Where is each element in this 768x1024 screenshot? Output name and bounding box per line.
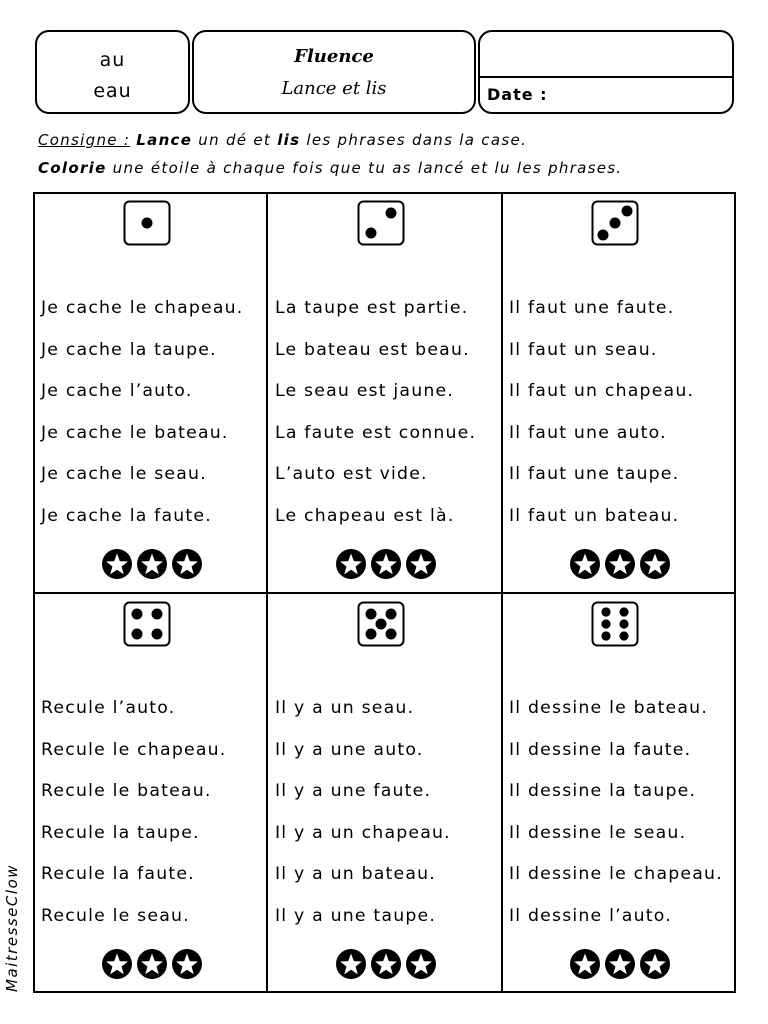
sentence-list [275, 698, 451, 947]
sentence: La taupe est partie. [275, 298, 469, 318]
sentence: Je cache la faute. [41, 505, 212, 526]
sounds-box [35, 30, 190, 114]
exercise-cell [35, 194, 268, 594]
sound-au: au [99, 49, 126, 71]
name-date-box [478, 30, 734, 114]
page-subtitle: Lance et lis [281, 78, 387, 99]
sentence: Il dessine la faute. [509, 739, 692, 760]
star-icon [570, 949, 600, 979]
exercise-cell [269, 594, 502, 994]
sentence-list [509, 698, 723, 947]
sentence: Je cache l’auto. [41, 381, 193, 401]
star-icon [406, 549, 436, 579]
star-rating[interactable] [101, 948, 205, 980]
star-icon [605, 949, 635, 979]
die-face-4-icon [123, 601, 171, 647]
sentence: Recule le chapeau. [41, 739, 227, 760]
star-icon [137, 549, 167, 579]
die-pip [622, 206, 633, 217]
die-pip [601, 631, 610, 640]
die-pip [132, 609, 143, 620]
die-pip [366, 629, 377, 640]
instruction-line-1 [38, 131, 527, 149]
date-label: Date : [487, 85, 548, 104]
sentence: Recule le seau. [41, 905, 190, 926]
sentence: Il faut une auto. [509, 422, 667, 443]
instruction-line-2 [38, 159, 623, 177]
die-pip [619, 607, 628, 616]
exercise-cell [503, 194, 736, 594]
star-icon [336, 949, 366, 979]
die-pip [132, 629, 143, 640]
die-pip [619, 619, 628, 628]
star-icon [102, 949, 132, 979]
die-face-1-icon [123, 200, 171, 246]
name-divider [480, 76, 732, 78]
star-rating[interactable] [569, 948, 673, 980]
sentence: Il faut une faute. [509, 298, 675, 318]
instruction-label: Consigne : [38, 131, 131, 149]
sentence: Recule la taupe. [41, 822, 200, 843]
die-pip [601, 619, 610, 628]
star-icon [570, 549, 600, 579]
die-pip [366, 228, 377, 239]
sentence-list [41, 298, 244, 547]
exercise-cell [35, 594, 268, 994]
sentence: Le bateau est beau. [275, 339, 470, 360]
die-face-5-icon [357, 601, 405, 647]
sentence: Il y a un chapeau. [275, 822, 451, 843]
star-icon [640, 549, 670, 579]
star-icon [102, 549, 132, 579]
sentence: Il dessine l’auto. [509, 905, 672, 926]
die-pip [619, 631, 628, 640]
star-icon [371, 949, 401, 979]
star-rating[interactable] [335, 548, 439, 580]
sentence: L’auto est vide. [275, 464, 428, 484]
star-icon [406, 949, 436, 979]
sentence-list [41, 698, 226, 947]
instruction-text: les phrases dans la case. [300, 131, 528, 149]
author-signature: MaitresseClow [3, 863, 21, 992]
die-pip [152, 609, 163, 620]
sentence: Le chapeau est là. [275, 505, 455, 526]
sentence: Il dessine le bateau. [509, 698, 709, 718]
sentence: Il faut un seau. [509, 339, 658, 360]
star-icon [137, 949, 167, 979]
die-pip [386, 208, 397, 219]
die-pip [366, 609, 377, 620]
sentence: Je cache le bateau. [41, 422, 229, 443]
die-pip [386, 629, 397, 640]
sentence: Je cache le chapeau. [41, 298, 244, 318]
sentence: Je cache la taupe. [41, 339, 217, 360]
sentence: Recule l’auto. [41, 698, 176, 718]
die-pip [598, 230, 609, 241]
sentence: Il faut un bateau. [509, 505, 680, 526]
star-icon [336, 549, 366, 579]
sentence: Il faut une taupe. [509, 464, 680, 484]
sound-eau: eau [93, 80, 132, 102]
star-icon [640, 949, 670, 979]
sentence: Il y a une faute. [275, 781, 432, 801]
die-pip [610, 218, 621, 229]
die-pip [601, 607, 610, 616]
instruction-verb-colorie: Colorie [38, 159, 107, 177]
sentence: Le seau est jaune. [275, 381, 455, 401]
die-pip [376, 619, 387, 630]
instruction-verb-lance: Lance [136, 131, 193, 149]
star-rating[interactable] [335, 948, 439, 980]
die-pip [386, 609, 397, 620]
sentence: Recule le bateau. [41, 781, 212, 801]
sentence: La faute est connue. [275, 422, 477, 443]
star-rating[interactable] [569, 548, 673, 580]
page-title: Fluence [294, 46, 374, 67]
star-rating[interactable] [101, 548, 205, 580]
instruction-text: un dé et [192, 131, 278, 149]
die-face-6-icon [591, 601, 639, 647]
sentence-list [275, 298, 476, 547]
star-icon [172, 949, 202, 979]
sentence: Il dessine le chapeau. [509, 864, 723, 884]
die-pip [152, 629, 163, 640]
sentence: Il faut un chapeau. [509, 381, 695, 401]
sentence: Je cache le seau. [41, 464, 207, 484]
die-face-2-icon [357, 200, 405, 246]
star-icon [371, 549, 401, 579]
instruction-text: une étoile à chaque fois que tu as lancé et lu les phrases. [106, 159, 623, 177]
sentence: Il y a un bateau. [275, 864, 436, 884]
sentence-list [509, 298, 694, 547]
title-box [192, 30, 476, 114]
instruction-verb-lis: lis [277, 131, 301, 149]
die-pip [142, 218, 153, 229]
die-face-3-icon [591, 200, 639, 246]
sentence: Il dessine le seau. [509, 822, 687, 843]
sentence: Il y a une taupe. [275, 905, 437, 926]
exercise-cell [269, 194, 502, 594]
sentence: Recule la faute. [41, 864, 195, 884]
star-icon [605, 549, 635, 579]
sentence: Il y a un seau. [275, 698, 415, 718]
exercise-cell [503, 594, 736, 994]
sentence: Il dessine la taupe. [509, 781, 697, 801]
star-icon [172, 549, 202, 579]
sentence: Il y a une auto. [275, 739, 424, 760]
